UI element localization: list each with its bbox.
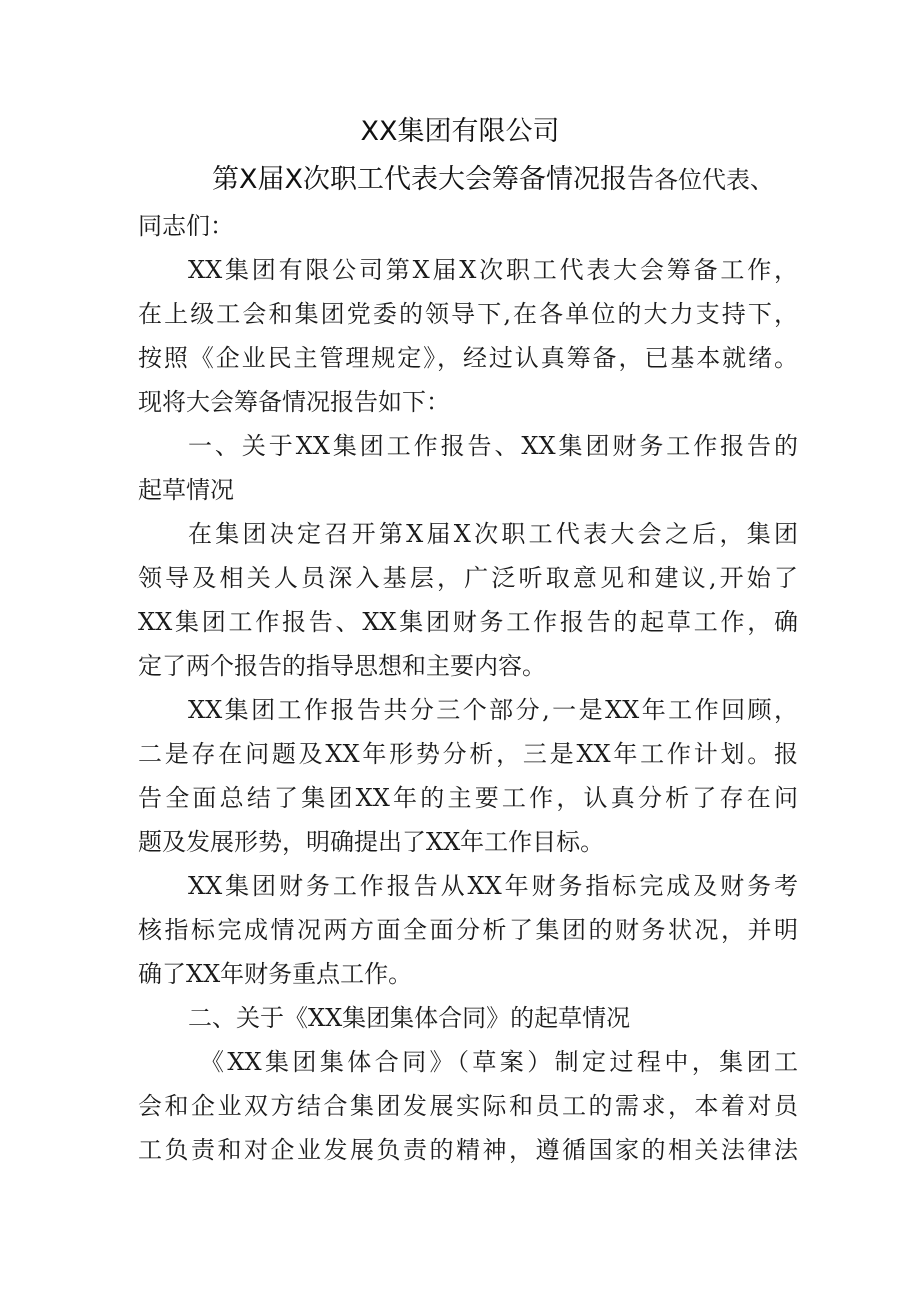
report-subtitle: 第X届X次职工代表大会筹备情况报告 (212, 164, 654, 195)
paragraph-line: 二是存在问题及XX年形势分析，三是XX年工作计划。报 (138, 740, 798, 768)
paragraph-line: 在集团决定召开第X届X次职工代表大会之后，集团 (188, 520, 798, 548)
paragraph-line: 会和企业双方结合集团发展实际和员工的需求，本着对员 (138, 1092, 798, 1120)
paragraph-line: 确了XX年财务重点工作。 (138, 960, 413, 988)
paragraph-line: XX集团工作报告共分三个部分,一是XX年工作回顾， (188, 696, 798, 724)
section-heading-line: 一、关于XX集团工作报告、XX集团财务工作报告的 (188, 432, 798, 460)
paragraph-line: XX集团有限公司第X届X次职工代表大会筹备工作， (188, 256, 798, 284)
paragraph-line: 在上级工会和集团党委的领导下,在各单位的大力支持下， (138, 300, 798, 328)
paragraph-line: XX集团工作报告、XX集团财务工作报告的起草工作，确 (138, 608, 798, 636)
section-heading-line: 二、关于《XX集团集体合同》的起草情况 (188, 1004, 631, 1032)
paragraph-line: 领导及相关人员深入基层，广泛听取意见和建议,开始了 (138, 564, 798, 592)
paragraph-line: 定了两个报告的指导思想和主要内容。 (138, 652, 546, 680)
section-heading-line: 起草情况 (138, 476, 234, 504)
paragraph-line: 告全面总结了集团XX年的主要工作，认真分析了存在问 (138, 784, 798, 812)
paragraph-line: 核指标完成情况两方面全面分析了集团的财务状况，并明 (138, 916, 798, 944)
salutation-part1: 各位代表、 (654, 166, 774, 194)
paragraph-line: 题及发展形势，明确提出了XX年工作目标。 (138, 828, 605, 856)
paragraph-line: XX集团财务工作报告从XX年财务指标完成及财务考 (188, 872, 798, 900)
salutation-part2: 同志们： (138, 212, 234, 240)
paragraph-line: 《XX集团集体合同》（草案）制定过程中，集团工 (200, 1048, 798, 1076)
subtitle-line (212, 164, 812, 196)
paragraph-line: 按照《企业民主管理规定》，经过认真筹备，已基本就绪。 (138, 344, 798, 372)
paragraph-line: 现将大会筹备情况报告如下： (138, 388, 450, 416)
document-title: XX集团有限公司 (360, 116, 560, 147)
paragraph-line: 工负责和对企业发展负责的精神，遵循国家的相关法律法 (138, 1136, 798, 1164)
